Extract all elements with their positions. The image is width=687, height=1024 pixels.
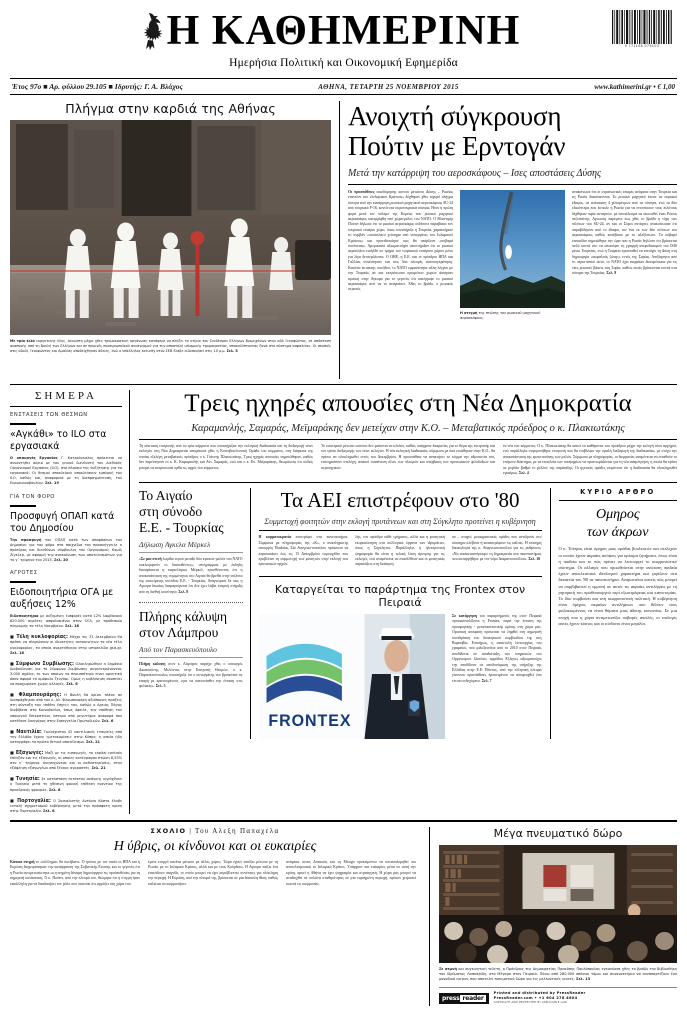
section-divider (139, 602, 243, 603)
today-header: ΣΗΜΕΡΑ (10, 390, 122, 407)
aei-page-ref: Σελ. 16 (528, 557, 541, 562)
mid-column-2: Το εσωτερικό μέτωπο ωστόσο δεν φαίνεται να κλείνει, καθώς υπάρχουν διαφωνίες για το θέμα της επιτροπής και τον τρόπο διεξαγωγής των νέων εκλογών. Η νέα εκλογική διαδικασία, σύμφωνα με όσα ειπώθηκαν στην Κ.Ο., θα πρέπει να ολοκληρωθεί εντός του Δεκεμβρίου. Η προσπάθεια να ανακτήσει το κόμμα την αξιοπιστία του, επισημαίνουν στελέχη, απαιτεί συναίνεση όλων των πλευρών και υπέρβαση των προσωπικών φιλοδοξιών και στρατηγικών. (321, 444, 495, 470)
secondary-section (139, 482, 677, 738)
today-item-rule (10, 423, 36, 425)
frontex-body: του παραρτήματός της στον Πειραιά προσανατολίζεται η Frontex, παρά την ένταση της προσφυγικής - μεταναστευτικής κρίσης στη χώρα μας. Οριστική απόφαση πρόκειται να ληφθεί στη σημερινή συνεδρίαση του διοικητικού συμβουλίου της στη Βαρσοβία. Επισήμως, η αναστολή λειτουργίας του γραφείου, που φιλοξενείται από το 2010 στον Πειραιά, αποδίδεται σε αναδιάταξη των υπηρεσιών του Οργανισμού. Ωστόσο, αρμόδιοι Ελληνες αξιωματούχοι την αποδίδουν σε αποδυνάμωση της στήριξης της Ελλάδας στην Ε.Ε. Πάντως, από την ελληνική πλευρά γίνονται προσπάθειες προκειμένου να αποφευχθεί ένα τέτοιο ενδεχόμενο. (452, 613, 542, 683)
lambrou-body: στον κ. Λάμπρου παρείχε χθες ο υπουργός Δικαιοσύνης. Μιλώντας στην Επιτροπή Θεσμών, ο κ. Παρασκευόπουλος υποστήριξε ότι ο συνεργάτης του βρισκόταν σε επαφή με κρατουμένους «για να κατευνάνθει την ένταση στις φυλακές». (139, 662, 243, 688)
frontex-logo-text: FRONTEX (267, 711, 351, 730)
today-item-title: Προσφυγή ΟΠΑΠ κατά του Δημοσίου (10, 510, 115, 534)
bullet-icon: ■ (10, 776, 15, 782)
pressreader-line2: PressReader.com • +1 604 278 4604 (493, 995, 578, 1000)
bullet-icon: ■ (10, 660, 15, 666)
scholio-separator: | (189, 826, 195, 835)
frontex-story (259, 576, 542, 739)
today-item-body: του ΟΠΑΠ κατά των αποφάσεων του Δημοσίου για τον φόρο στα παιχνίδια του προανήγγειλε ο πρόεδρος και διευθύνων σύμβουλος του Οργανισμού, Καμίλ Ζίγκλερ, με αφορμή την ανακοίνωση των αποτελεσμάτων για το γ΄ τρίμηνο του 2015. (10, 537, 122, 562)
bullet-page: Σελ. 21 (91, 766, 106, 771)
barcode (611, 10, 673, 52)
today-item-kicker: ΓΙΑ ΤΟΝ ΦΟΡΟ (10, 493, 55, 500)
list-item[interactable] (10, 798, 122, 814)
top-section-divider (10, 384, 677, 385)
today-item-title: Ειδοποιητήρια ΟΓΑ με αυξήσεις 12% (10, 587, 114, 611)
scholio-column-1 (10, 860, 140, 887)
today-sidebar (10, 390, 130, 814)
bullet-lead: Εξαγωγές: (15, 751, 44, 756)
aei-col3-text: πο – σταχιό, μεταφραστικές ομάδες που αντιδρούν στο σύστημα κλέβουν ή καταστρέφουν τις κάλπες. Η επίσημη δικαιολογία της κ. Αναγνωστοπούλου για τις ρυθμίσεις: «Να αποκαταστήσουμε τη δημοκρατία στα πανεπιστήμια, που καταργήθηκε με τον νόμο Διαμαντοπούλου». (451, 535, 542, 562)
issue-info: Έτος 97ο ■ Αρ. φύλλου 29.105 ■ Ιδρυτής: Γ. Α. Βλάχος (12, 82, 183, 91)
aei-column-3 (452, 535, 542, 567)
bullet-icon: ■ (10, 692, 16, 698)
list-item[interactable] (10, 634, 122, 655)
frontex-page-ref: Σελ. 7 (481, 678, 492, 683)
pressreader-line1: Printed and distributed by PressReader (493, 991, 586, 996)
list-item[interactable] (10, 661, 122, 687)
lambrou-title-line2: στον Λάμπρου (139, 625, 219, 641)
mid-headline: Τρεις ηχηρές απουσίες στη Νέα Δημοκρατία (184, 390, 632, 417)
mid-column-3 (503, 444, 677, 476)
scholio-col1-text: το «σύλλημα» θα συνέβαινε. Ο τρόπος με τον οποίο οι ΗΠΑ και η Ευρώπη διαχειρίστηκαν την κατάρρευση της Σοβιετικής Ενωσης και το γεγονός ότι η Ρωσία αντιμετωπίστηκε ως ηττημένη δύναμη δημιούργησε τις προϋποθέσεις για τη σημερινή κατάσταση. Ο κ. Πούτιν, από την πλευρά του, θεώρησε ότι η στιγμή ήταν κατάλληλη για να διεκδικήσει τον ρόλο που πιστεύει ότι αρμόζει στη χώρα του. (10, 859, 141, 886)
scholio-label: ΣΧΟΛΙΟ (150, 826, 187, 835)
mid-page-ref: Σελ. 4 (518, 471, 529, 476)
bullet-body: Ο Σοσιαλιστής Αντόνιο Κόστα έλαβε εντολή σχηματισμού κυβέρνησης μετά την πρόσφατη κρίση στην Πορτογαλία. (10, 798, 122, 813)
aei-col1-text: επιστρέφει στα πανεπιστήμια. Σύμφωνα με πληροφορίες της «Κ», ο αναπληρωτής υπουργός Παιδείας Σία Αναγνωστοπούλου πρόκειται να παρουσιάσει έως τις 15 Δεκεμβρίου νομοσχέδιο που προβλέπει τη συμμετοχή των φοιτητών στην εκλογή των πρυτανικών αρχών. (258, 535, 349, 567)
lambrou-page-ref: Σελ. 5 (155, 683, 166, 688)
bullet-page: Σελ. 8 (43, 808, 55, 813)
mega-headline: Μέγα πνευματικό δώρο (493, 826, 623, 840)
scholio-column-3: ανάμεσα στους Δυτικούς και τη Μόσχα προκειμένου να καταπολεμηθεί πιο αποτελεσματικά το Ισλαμικό Κράτος. Υπάρχουν και ευκαιρίες μέσα σε αυτή την κρίση, αρκεί η Αθήνα να έχει ψυχραιμία και στρατηγική. Η χώρα μας μπορεί να αναδειχθεί σε πυλώνα σταθερότητας σε μια ταραγμένη περιοχή, εφόσον χειριστεί σωστά τις ισορροπίες. (286, 859, 416, 886)
bullet-icon: ■ (10, 750, 15, 755)
today-item[interactable] (10, 494, 122, 563)
caption-lead: Με τρία κιλά (10, 339, 35, 343)
bullet-page: Σελ. 6 (101, 718, 114, 723)
bullet-page: Σελ. 8 (48, 787, 61, 792)
pressreader-logo-light: reader (462, 995, 484, 1003)
falling-aircraft-smoke-trail-photo (460, 190, 565, 308)
today-item-kicker: ΑΓΡΟΤΕΣ (10, 570, 38, 577)
today-item-kicker: ΕΝΣΤΑΣΕΙΣ ΤΩΝ ΘΕΣΜΩΝ (10, 412, 88, 418)
editorial-body: Ο κ. Τσίπρας είναι όμηρος μιας ομάδας βουλευτών και στελεχών οι οποίοι έχουν ακραίες απόψεις για κρίσιμα ζητήματα, όπως είναι η παιδεία και το πώς πρέπει να λειτουργεί το σωφρονιστικό σύστημα. Οι αλλαγές που προωθούνται στην ανώτατη παιδεία έχουν αποκλειστικά ιδεολογικό χαρακτήρα και γυρίζουν στα δεκαετία του '80 τα πανεπιστήμια. Αναρωτιέται κανείς πώς μπορεί να συμβιβαστεί η εμμονή σε αυτές τις ακραίες αντιλήψεις με τη ρητορική του πρωθυπουργού περί εξωστρέφειας και καινοτομίας. Το ίδιο συμβαίνει και στη σωφρονιστική πολιτική. Η κυβέρνηση είναι όμηρος ακραίων αντιλήψεων που θέλουν τους φυλακισμένους να είναι θύματα μιας άδικης κοινωνίας. Σε μια εποχή που η χώρα αντιμετωπίζει σοβαρές απειλές, οι επιλογές αυτές έχουν κόστος και οι κίνδυνοι είναι μεγάλοι. (558, 546, 677, 626)
bullet-icon: ■ (10, 634, 15, 640)
bullet-icon: ■ (10, 728, 15, 734)
bullet-lead: Πορτογαλία: (17, 798, 51, 804)
forensics-investigators-photo (10, 120, 331, 335)
putin-erdogan-story (340, 101, 677, 379)
bullet-lead: Τέλη κυκλοφορίας: (16, 635, 68, 641)
lead-col1-lead: Οι προσπάθειες (348, 190, 375, 194)
frontex-text-column (452, 614, 541, 739)
bullet-page: Σελ. 18 (10, 650, 24, 655)
bullet-body: Μέχρι τις 31 Δεκεμβρίου θα πρέπει να πληρώσουν οι ιδιοκτήτες αυτοκινήτων τα νέα τέλη κυκλοφορίας, τα οποία αναρτήθηκαν στην ιστοσελίδα gsis.gr. (10, 635, 123, 650)
aegean-body: λωρίδα νερού μεταξύ δύο κρατών-μελών του ΝΑΤΟ κυκλοφορούν οι διασωθέντες», υπογράμμισε με έκδηλη δυσαρέσκεια η καγκελάριος Μέρκελ, προσθέτοντας ότι η αποκατάσταση της νομιμότητας στο Αιγαίο θα βρεθεί στην ατζέντα της επικείμενης συνόδου Ε.Ε. - Τουρκίας. Αναγνώρισε δε πως η Αγκυρα δικαίως διαμαρτύρεται ότι δεν έχει λάβει επαρκή στήριξη από τη διεθνή κοινότητα. (139, 557, 243, 594)
bullet-body: Ολοκληρώθηκε η δημόσια διαβούλευση για το Σύμφωνο Συμβίωσης συγκεντρώνοντας 3.000 σχόλια, εκ των οποίων τα περισσότερα είναι αρνητικά όσον αφορά το ομόφυλο ζευγάρι. Ομως η κυβέρνηση σκοπεύει να προχωρήσει χωρίς αλλαγές. (10, 661, 122, 687)
today-item-body: Γ. Κατρούγκαλος πρόκειται να συναντηθεί αύριο με τον γενικό διευθυντή του Διεθνούς Οργανισμού Εργασίας (ILO), στο πλαίσιο της συζήτησης για τα εργασιακά. Οι θεσμοί αποκλείουν αποκλείσουν εμπλοκή του ILO, καθώς και, αναφορικά με τη διαπραγμάτευση, του Ευρωκοινοβουλίου. (10, 456, 122, 486)
editorial-section (551, 488, 677, 738)
today-item-page: Σελ. 19 (44, 481, 59, 486)
aegean-subhead: Δήλωση Αγκελα Μέρκελ (139, 540, 243, 553)
list-item[interactable] (10, 729, 122, 745)
today-item-page: Σελ. 20 (54, 557, 68, 562)
mega-gift-story (430, 827, 677, 1006)
website-price: www.kathimerini.gr • € 1,00 (594, 82, 675, 91)
scholio-col1-lead: Κάποια στιγμή (10, 859, 35, 864)
list-item[interactable] (10, 750, 122, 771)
scholio-author: Του Αλεξη Παπαχελα (194, 826, 280, 835)
editorial-title-line2: των άκρων (587, 525, 649, 541)
lead-column-3 (572, 190, 677, 321)
top-section (10, 101, 677, 379)
pressreader-text (494, 991, 586, 1006)
bullet-page: Σελ. 21 (86, 739, 100, 744)
list-item[interactable] (10, 692, 122, 724)
mid-column-1: Τη σύσταση επιτροπής από τα τρία κόμματα που υποστήριξαν την εκλογική διαδικασία και τη διεξαγωγή νέων εκλογών στη Νέα Δημοκρατία αποφάσισε χθες η Κοινοβουλευτική Ομάδα του κόμματος, στη διάρκεια της οποίας εξελέγη μεταβατικός πρόεδρος ο κ. Γιάννης Πλακιωτάκης. Τρεις ηχηρές απουσίες σημειώθηκαν, καθώς δεν παρέστησαν οι κ. Κ. Καραμανλής και Αντ. Σαμαράς, ενώ και ο κ. Ευ. Μεϊμαράκης, θεωρώντας ότι ουδείς μπορεί να εκπροσωπεί ορθά τις αρχές του κόμματος. (139, 444, 313, 470)
aei-subheadline: Συμμετοχή φοιτητών στην εκλογή πρυτάνεων και στη Σύγκλητο προτείνει η κυβέρνηση (259, 517, 542, 531)
today-item[interactable] (10, 412, 122, 487)
caption-text: εκρηκτικής ύλης, άγνωστη μέχρι χθες τρομοκρατική οργάνωση κατάφερε να πλήξει το κτίριο του Συνδέσμου Ελλήνων Βιομηχάνων στην οδό Ξενοφώντος, σε απόσταση αναπνοής από τη Βουλή των Ελλήνων και σε πρωινές πανευρωπαϊκού συναγερμού για την αποστολή ισλαμικής τρομοκρατίας, αποκαλύπτοντας ξανά στο σύστημα ασφαλείας. Οι σκοπιές στις οδούς Ξενοφώντος και Αμαλίας αποδείχθηκαν άδειες, ενώ ο υπάλληλος security στον ΣΕΒ έλαβε ειδοποιήσει στις 10 μ.μ. (10, 339, 331, 354)
mid-col3-text: τα νέα του κόμματος. Ο κ. Πλακιωτάκης θα ασκεί τα καθήκοντα του προέδρου μέχρι την εκλογή νέου αρχηγού, ενώ παράλληλα συγκροτήθηκε επιτροπή που θα επιβλέψει την ομαλή διεξαγωγή της διαδικασίας, με στόχο την αποκατάσταση της εμπιστοσύνης των μελών. Σύμφωνα με πληροφορίες, οι διεργασίες αναμένεται να ενταθούν το επόμενο διάστημα, με τα επιτελεία των υποψηφίων να προετοιμάζονται για τη νέα αναμέτρηση, η οποία θα κρίνει σε μεγάλο βαθμό το μέλλον της παράταξης. Οι ηγετικές ομάδες επιμένουν ότι η διαδικασία θα ολοκληρωθεί εγκαίρως. (503, 444, 677, 476)
frontex-headline: Καταργείται το παράρτημα της Frontex στον Πειραιά (274, 582, 526, 609)
pressreader-line3: COPYRIGHT AND PROTECTED BY APPLICABLE LAW (493, 1001, 567, 1005)
sky-caption-lead: Η στιγμή (460, 311, 478, 315)
aegean-title-line2: στη σύνοδο (139, 504, 203, 520)
scholio-title: Η ύβρις, οι κίνδυνοι και οι ευκαιρίες (113, 838, 317, 854)
mega-caption-text: και συγκινητική τελετή, ο Πρόεδρος της Δημοκρατίας Προκόπης Παυλόπουλος εγκαινίασε χθες το βράδυ την Βιβλιοθήκη του Ιδρύματος Λασκαρίδη, στο Μέγαρο στον Πειραιά. Πάνω από 280.000 σπάνιοι τόμοι και συνανακτήριο να συναπαρτίζουν ένα μοναδικό corpus, που αποτελεί πνευματικό δώρο για τις μελλοντικές γενεές. (439, 966, 677, 982)
today-item-title: «Αγκάθι» το ILO στα εργασιακά (10, 429, 107, 452)
athens-story-kicker: Πλήγμα στην καρδιά της Αθήνας (65, 101, 276, 116)
aegean-story (139, 488, 251, 738)
masthead-info-bar (10, 79, 677, 95)
list-item[interactable] (10, 776, 122, 792)
bullet-body: Τουλάχιστον 42 ναυτιλιακές εταιρείες από την Ελλάδα έχουν «μετακομίσει» στην Κύπρο, η οποία ήδη καταγράφει το πρώτο θετικό αποτέλεσμα. (10, 729, 122, 744)
scholio-column (10, 827, 430, 1006)
frontex-lead: Σε κατάργηση (452, 613, 477, 618)
aegean-page-ref: Σελ. 8 (178, 589, 189, 594)
scholio-column-2: έμενε ενεργό κανένα μέτωπο με άλλες χώρες. Τώρα έχουν ανοίξει μέτωπο με τη Ρωσία, με το Ισλαμικό Κράτος, αλλά και με τους Κούρδους. Η Αγκυρα παίζει ένα επικίνδυνο παιχνίδι, το οποίο μπορεί να έχει απρόβλεπτες συνέπειες για ολόκληρη την περιοχή. Η Ευρώπη, από την πλευρά της, βρίσκεται σε μια δύσκολη θέση, καθώς καλείται να ισορροπήσει. (148, 859, 278, 886)
sky-photo-caption (460, 311, 565, 321)
bullet-body: Σε κατάσταση εκτάκτου ανάγκης κηρύχθηκε η Τυνησία μετά τη χθεσινή φονική επίθεση εναντίον της προεδρικής φρουράς. (10, 777, 122, 792)
aei-story (251, 488, 551, 738)
bullet-icon: ■ (10, 797, 15, 803)
pressreader-logo-dark: press (442, 995, 460, 1003)
bullet-page: Σελ. 6 (66, 682, 78, 687)
mega-caption-lead: Σε σεμνή (439, 966, 457, 971)
lead-headline-line1: Ανοιχτή σύγκρουση (348, 101, 562, 131)
frontex-officer-photo (259, 614, 446, 739)
aegean-title-line3: Ε.Ε. - Τουρκίας (139, 520, 224, 536)
lambrou-subhead: Από τον Παρασκευόπουλο (139, 645, 243, 658)
today-item-body: με αυξημένες εισφορές κατά 12% λαμβάνουν 620.000 αγρότες ασφαλισμένοι στον ΟΓΑ, με προθεσμία πληρωμής τα τέλη Νοεμβρίου. (10, 614, 122, 629)
bullet-lead: Τυνησία: (15, 777, 40, 783)
aei-column-2: λής, τον πρόεδρο κάθε τμήματος, αλλά και η φοιτητική εκπροσώπηση στα συλλογικά όργανα των ιδρυμάτων, όπως η Σύγκλητος. Παράλληλα, η ηλεκτρονική ψηφοφορία θα είναι η τελική λύση άρνησης για τις εκλογές, ενώ αναμένεται να επανέλθουν και οι φοιτητικές παρατάξεις στη διοίκηση. (355, 535, 445, 567)
lead-col1-text: οικοδόμησης κοινού μετώπου Δύσης – Ρωσίας εναντίον του «Ισλαμικού Κράτους» δέχθηκαν χθες ισχυρό πλήγμα ύστερα από την κατάρριψη ρωσικού μαχητικού αεροσκάφους SU-24 από τουρκικό F-16, κοντά στα συροτουρκικά σύνορα. Ηταν η πρώτη φορά μετά τον πόλεμο της Κορέας που ρωσικό μαχητικό αεροσκάφος κατερρίφθη από χώρα-μέλος του ΝΑΤΟ. Ο Βλαντιμίρ Πούτιν δήλωσε ότι το ρωσικό αεροσκάφος ουδέποτε παραβίασε τον τουρκικό εναέριο χώρο, όπως υποστήριξε η Τουρκία, χαρακτήρισε το συμβάν «πισώπλατο χτύπημα από συνεργάτες του Ισλαμικού Κράτους» και προειδοποίησε πως θα υπάρξουν «σοβαρά συνέπειας». Αμερικανοί αξιωματούχοι υποστήριξαν ότι το ρωσικό αεροπλάνο εισήλθε σε τμήμα του τουρκικού εναέριου χώρου μόνο για λίγα δευτερόλεπτα. Ο ΟΗΕ, η Ε.Ε. και οι πρόεδροι ΗΠΑ και Γαλλίας συνέστησαν και στις δύο πλευρές αυτοσυγκράτηση. Κατόπιν έκτακτης συνόδου, το ΝΑΤΟ εμφανίστηκε αλλη-λέγγυο με την Τουρκία, αν και εκπρόσωποι ορισμένων χωρών άσκησαν κριτική στην Αγκυρα για το γεγονός ότι κατέρριψε το ρωσικό αεροσκάφος αντί να το αναγκάσει. Χθες το βράδυ, ο ρωσικός στρατός (348, 190, 453, 292)
lead-subheadline: Μετά την κατάρριψη του αεροσκάφους – Ισες αποστάσεις Δύσης (348, 168, 677, 185)
lambrou-lead: Πλήρη κάλυψη (139, 662, 166, 667)
publication-date: ΑΘΗΝΑ, ΤΕΤΑΡΤΗ 25 ΝΟΕΜΒΡΙΟΥ 2015 (318, 82, 459, 91)
today-item-rule (10, 581, 36, 583)
today-item-rule (10, 505, 36, 507)
bullet-lead: Φλαμπουράρης: (18, 693, 62, 699)
bullet-body: Μαζί με τις εισαγωγές, το capital controls έπληξαν και τις εξαγωγές, οι οποίες κατέγραψαν πτώση 8,55% στο γ΄ τρίμηνο. Ανησυχώντας και οι καθυστερήσεις, στην εξόφληση εξαγωγέων από ξένους αγοραστές. (10, 751, 122, 771)
athens-photo-caption (10, 339, 331, 354)
lead-col3-text: ανακοίνωσε ότι οι στρατιωτικές επαφές ανάμεσα στην Τουρκία και τη Ρωσία διακόπτονται. Το ρωσικό μαχητικό έπεσε σε συριακό έδαφος, σε απόσταση 4 χιλιομέτρων από τα σύνορα, ενώ τα δύο ελικόπτερα που έστειλε η Ρωσία για να εντοπίσουν τους πιλότους δέχθηκαν πυρά ανταρτών, με αποτέλεσμα να σκοτωθεί ένας Ρώσος πεζοναύτης. Αγνωστη παρέμενε έως χθες το βράδυ η τύχη των πιλότων του SU-24, αν και οι Σύροι αντάρτες ανακοίνωσαν ότι παραβόλησαν από το έδαφος τον ένα εκ των δύο πιλότων του αεροσκάφους καθώς κατέβαινε με το αλεξίπτωτο. Το σοβαρό επεισόδιο σημειώθηκε την ώρα που η Ρωσία δηλώνει ότι βρίσκεται πολύ κοντά στο να αποκόψει τη γραμμή ανεφοδιασμού του ISIS μέσω Τουρκίας, ενώ η Τουρκία προσπαθεί να επιτύχει τη Δύση στη δημιουργία «ασφαλούς ζώνης» εντός της Συρίας. Ανεξάρτητα από το περιστατικό αυτό, το ΝΑΤΟ έχει εκφράσει δυσαρέσκεια για τις νέες ρωσικές βάσεις στη Συρία, καθώς αυτές βρίσκονται κοντά στα σύνορα της Τουρκίας. (572, 190, 677, 276)
sky-caption-text: της πτώσης του ρωσικού μαχητικού αεροσκάφους. (460, 311, 541, 320)
today-item-lead: Την προσφυγή (10, 537, 42, 542)
mega-photo-caption (439, 967, 677, 982)
caption-page-ref: Σελ. 5 (226, 349, 238, 354)
mid-section (10, 390, 677, 814)
masthead-subtitle: Ημερήσια Πολιτική και Οικονομική Εφημερίδα (229, 57, 458, 69)
bullet-lead: Σύμφωνο Συμβίωσης: (15, 661, 74, 667)
lead-headline-line2: Πούτιν με Ερντογάν (348, 131, 566, 161)
nea-dimokratia-story (130, 390, 677, 814)
mega-page-ref: Σελ. 13 (576, 977, 591, 982)
lead-page-ref: Σελ. 9 (606, 271, 617, 276)
today-item-lead: Ειδοποιητήρια (10, 614, 39, 619)
bottom-section (10, 820, 677, 1006)
lead-column-2 (460, 190, 565, 321)
masthead (10, 0, 677, 78)
page-title: Η ΚΑΘΗΜΕΡΙΝΗ (166, 8, 521, 54)
editorial-title-line1: Ομηρος (596, 507, 640, 523)
lead-column-1 (348, 190, 453, 321)
bullet-lead: Ναυτιλία: (16, 729, 42, 735)
aegean-lead: «Σε μια στενή (139, 557, 162, 562)
aei-col1-lead: Η κομματοκρατία (258, 535, 292, 540)
scholio-header (10, 827, 420, 835)
bullet-body: Η Βουλή θα κρίνει πλέον αν διαπράχθηκαν από τον κ. Αλ. Φλαμπουράρη αξιόποινες πράξεις στη σύνταξη του «πόθεν έσχες» του, καθώς ο Αρειος Πάγος διαβίβασε στο Κοινοβούλιο, όπως όφειλε, την υπόθεση του υπουργού Επικρατείας ύστερα από μηνυτήρια αναφορά που κατέθεσε δικηγόρος στην Εισαγγελία Πρωτοδικών. (10, 693, 122, 723)
aei-headline: Τα ΑΕΙ επιστρέφουν στο '80 (280, 488, 520, 513)
library-ceremony-photo (439, 845, 677, 963)
today-item-page: Σελ. 18 (65, 624, 79, 629)
today-item-lead: Ο υπουργός Εργασίας (10, 456, 58, 460)
pressreader-logo (439, 993, 489, 1004)
pressreader-footer (439, 987, 677, 1006)
athens-attack-story (10, 101, 340, 379)
aegean-title-line1: Το Αιγαίο (139, 488, 193, 504)
editorial-header: ΚΥΡΙΟ ΑΡΘΡΟ (559, 488, 677, 501)
today-item[interactable] (10, 570, 122, 629)
barcode-digits: 9 771108 979103 (624, 44, 660, 48)
aei-column-1 (259, 535, 349, 567)
mid-subheadline: Καραμανλής, Σαμαράς, Μεϊμαράκης δεν μετείχαν στην Κ.Ο. – Μεταβατικός πρόεδρος ο κ. Πλακιωτάκης (139, 423, 677, 440)
lambrou-title-line1: Πλήρης κάλυψη (139, 609, 228, 625)
